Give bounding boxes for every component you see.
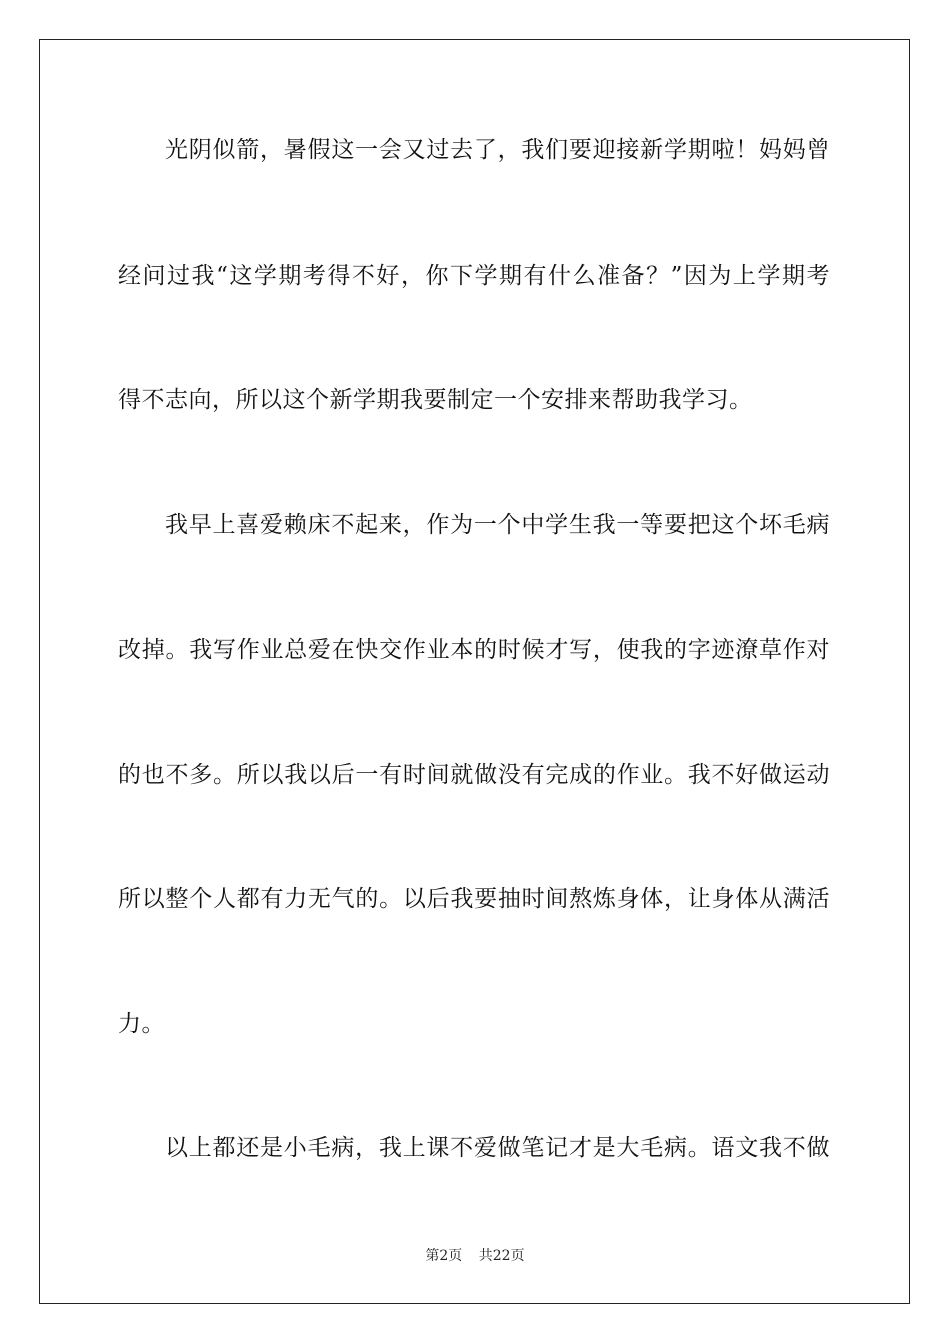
paragraph-2-line-3: 的也不多。所以我以后一有时间就做没有完成的作业。我不好做运动: [118, 762, 830, 788]
page-number: 第2页: [425, 1248, 463, 1264]
page-border: [39, 39, 910, 1304]
total-pages: 共22页: [478, 1248, 525, 1264]
paragraph-3-line-1: 以上都还是小毛病，我上课不爱做笔记才是大毛病。语文我不做: [165, 1135, 830, 1161]
paragraph-1-line-2: 经问过我“这学期考得不好，你下学期有什么准备？”因为上学期考: [118, 263, 830, 289]
page-footer: [0, 1246, 950, 1266]
paragraph-1-line-3: 得不志向，所以这个新学期我要制定一个安排来帮助我学习。: [118, 387, 753, 413]
paragraph-2-line-2: 改掉。我写作业总爱在快交作业本的时候才写，使我的字迹潦草作对: [118, 637, 830, 663]
paragraph-2-line-4: 所以整个人都有力无气的。以后我要抽时间熬炼身体，让身体从满活: [118, 886, 830, 912]
paragraph-2-line-5: 力。: [118, 1011, 165, 1037]
paragraph-1-line-1: 光阴似箭，暑假这一会又过去了，我们要迎接新学期啦！妈妈曾: [165, 137, 830, 163]
paragraph-2-line-1: 我早上喜爱赖床不起来，作为一个中学生我一等要把这个坏毛病: [165, 512, 830, 538]
